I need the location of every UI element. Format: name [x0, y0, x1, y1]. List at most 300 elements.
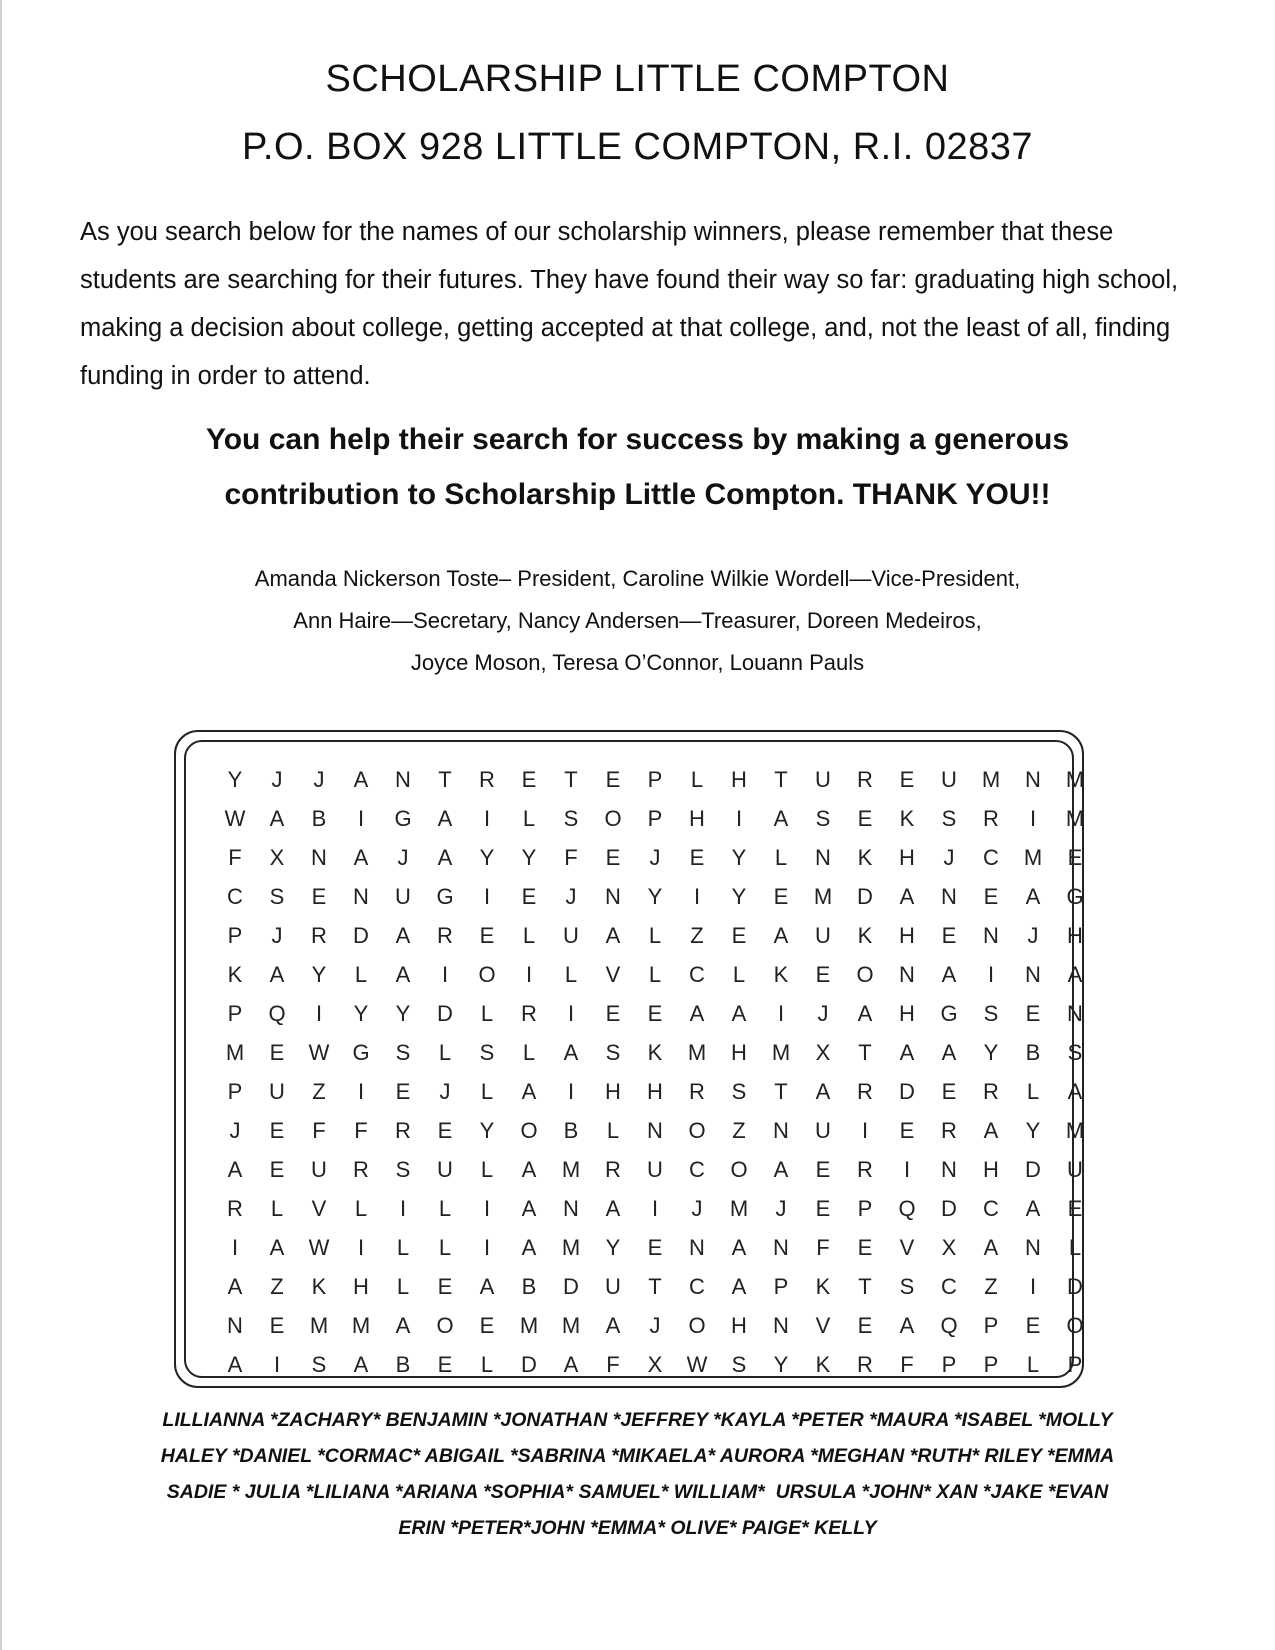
- grid-letter: C: [227, 884, 243, 909]
- grid-letter: M: [225, 1040, 245, 1065]
- grid-letter: P: [941, 1352, 957, 1377]
- grid-letter: V: [815, 1313, 831, 1338]
- grid-letter: J: [775, 1196, 787, 1221]
- grid-letter: A: [227, 1157, 243, 1182]
- grid-letter: C: [689, 1157, 705, 1182]
- grid-letter: N: [311, 845, 327, 870]
- grid-letter: Q: [268, 1001, 286, 1026]
- grid-letter: P: [983, 1313, 999, 1338]
- grid-letter: U: [395, 884, 411, 909]
- grid-letter: R: [521, 1001, 537, 1026]
- grid-letter: T: [858, 1040, 872, 1065]
- grid-letter: A: [605, 1196, 621, 1221]
- grid-letter: L: [1026, 1352, 1040, 1377]
- grid-letter: J: [649, 845, 661, 870]
- grid-letter: N: [941, 1157, 957, 1182]
- grid-letter: Y: [1025, 1118, 1041, 1143]
- grid-letter: L: [1068, 1235, 1082, 1260]
- grid-letter: A: [521, 1235, 537, 1260]
- grid-letter: F: [312, 1118, 326, 1143]
- grid-letter: I: [1029, 806, 1037, 831]
- grid-letter: C: [689, 1274, 705, 1299]
- grid-letter: Y: [605, 1235, 621, 1260]
- grid-letter: S: [941, 806, 957, 831]
- grid-letter: E: [437, 1352, 453, 1377]
- grid-letter: A: [521, 1079, 537, 1104]
- grid-letter: A: [731, 1001, 747, 1026]
- grid-letter: H: [647, 1079, 663, 1104]
- grid-letter: K: [227, 962, 243, 987]
- grid-letter: E: [941, 1079, 957, 1104]
- word-list-line: ERIN *PETER*JOHN *EMMA* OLIVE* PAIGE* KELLY: [398, 1517, 877, 1539]
- grid-letter: U: [815, 767, 831, 792]
- grid-letter: P: [227, 923, 243, 948]
- grid-letter: I: [1029, 1274, 1037, 1299]
- grid-letter: Y: [227, 767, 243, 792]
- grid-letter: E: [815, 1157, 831, 1182]
- grid-letter: H: [353, 1274, 369, 1299]
- grid-letter: G: [352, 1040, 370, 1065]
- grid-letter: S: [731, 1352, 747, 1377]
- grid-letter: B: [395, 1352, 411, 1377]
- grid-letter: N: [815, 845, 831, 870]
- grid-letter: J: [691, 1196, 703, 1221]
- grid-letter: M: [1065, 806, 1085, 831]
- grid-letter: M: [729, 1196, 749, 1221]
- donation-appeal: [90, 412, 1185, 522]
- grid-letter: O: [688, 1313, 706, 1338]
- grid-letter: H: [731, 1040, 747, 1065]
- grid-letter: N: [227, 1313, 243, 1338]
- grid-letter: C: [689, 962, 705, 987]
- grid-letter: H: [605, 1079, 621, 1104]
- mailing-address: P.O. BOX 928 LITTLE COMPTON, R.I. 02837: [241, 126, 1034, 168]
- grid-letter: F: [228, 845, 242, 870]
- grid-letter: A: [899, 1040, 915, 1065]
- grid-letter: S: [605, 1040, 621, 1065]
- grid-letter: D: [521, 1352, 537, 1377]
- grid-letter: A: [899, 1313, 915, 1338]
- grid-letter: S: [1067, 1040, 1083, 1065]
- grid-letter: A: [941, 1040, 957, 1065]
- grid-letter: X: [647, 1352, 663, 1377]
- grid-letter: L: [438, 1040, 452, 1065]
- grid-letter: L: [522, 806, 536, 831]
- grid-letter: I: [315, 1001, 323, 1026]
- grid-letter: E: [269, 1313, 285, 1338]
- grid-letter: A: [521, 1196, 537, 1221]
- grid-letter: L: [774, 845, 788, 870]
- grid-letter: E: [605, 767, 621, 792]
- grid-letter: M: [981, 767, 1001, 792]
- grid-letter: U: [1067, 1157, 1083, 1182]
- grid-letter: Y: [647, 884, 663, 909]
- grid-letter: Z: [312, 1079, 326, 1104]
- grid-letter: N: [647, 1118, 663, 1143]
- grid-letter: F: [900, 1352, 914, 1377]
- grid-letter: I: [483, 884, 491, 909]
- grid-letter: O: [688, 1118, 706, 1143]
- grid-letter: B: [521, 1274, 537, 1299]
- grid-letter: L: [732, 962, 746, 987]
- grid-letter: K: [857, 923, 873, 948]
- grid-letter: O: [730, 1157, 748, 1182]
- grid-letter: P: [857, 1196, 873, 1221]
- grid-letter: H: [689, 806, 705, 831]
- grid-letter: L: [606, 1118, 620, 1143]
- grid-letter: L: [354, 1196, 368, 1221]
- grid-letter: M: [519, 1313, 539, 1338]
- grid-letter: H: [899, 845, 915, 870]
- grid-letter: A: [479, 1274, 495, 1299]
- grid-letter: L: [648, 923, 662, 948]
- grid-letter: Y: [479, 1118, 495, 1143]
- grid-letter: N: [563, 1196, 579, 1221]
- grid-letter: E: [983, 884, 999, 909]
- grid-letter: P: [647, 767, 663, 792]
- grid-letter: D: [437, 1001, 453, 1026]
- grid-letter: V: [899, 1235, 915, 1260]
- grid-letter: D: [563, 1274, 579, 1299]
- grid-letter: E: [269, 1040, 285, 1065]
- grid-letter: U: [815, 1118, 831, 1143]
- grid-letter: J: [397, 845, 409, 870]
- grid-letter: I: [231, 1235, 239, 1260]
- grid-letter: N: [353, 884, 369, 909]
- grid-letter: E: [605, 1001, 621, 1026]
- grid-letter: I: [357, 1235, 365, 1260]
- grid-letter: W: [308, 1040, 330, 1065]
- grid-letter: E: [857, 1313, 873, 1338]
- grid-letter: K: [857, 845, 873, 870]
- grid-letter: S: [563, 806, 579, 831]
- grid-letter: L: [648, 962, 662, 987]
- grid-letter: M: [561, 1157, 581, 1182]
- grid-letter: T: [648, 1274, 662, 1299]
- grid-letter: E: [1067, 1196, 1083, 1221]
- grid-letter: O: [1066, 1313, 1084, 1338]
- grid-letter: M: [813, 884, 833, 909]
- grid-letter: E: [815, 1196, 831, 1221]
- grid-letter: P: [773, 1274, 789, 1299]
- grid-letter: A: [563, 1040, 579, 1065]
- grid-letter: I: [651, 1196, 659, 1221]
- grid-letter: E: [269, 1157, 285, 1182]
- grid-letter: W: [686, 1352, 708, 1377]
- grid-letter: R: [857, 1352, 873, 1377]
- grid-letter: K: [815, 1352, 831, 1377]
- grid-letter: I: [903, 1157, 911, 1182]
- grid-letter: Y: [311, 962, 327, 987]
- grid-letter: I: [483, 806, 491, 831]
- grid-letter: M: [1065, 1118, 1085, 1143]
- grid-letter: R: [479, 767, 495, 792]
- grid-letter: Y: [773, 1352, 789, 1377]
- grid-letter: A: [983, 1235, 999, 1260]
- grid-letter: U: [269, 1079, 285, 1104]
- grid-letter: T: [774, 1079, 788, 1104]
- grid-letter: P: [1067, 1352, 1083, 1377]
- grid-letter: V: [311, 1196, 327, 1221]
- grid-letter: N: [773, 1235, 789, 1260]
- grid-letter: P: [227, 1079, 243, 1104]
- grid-letter: Q: [898, 1196, 916, 1221]
- grid-letter: S: [899, 1274, 915, 1299]
- appeal-line: contribution to Scholarship Little Compton. THANK YOU!!: [224, 478, 1051, 511]
- grid-letter: L: [564, 962, 578, 987]
- grid-letter: I: [399, 1196, 407, 1221]
- grid-letter: K: [899, 806, 915, 831]
- grid-letter: Y: [479, 845, 495, 870]
- grid-letter: E: [941, 923, 957, 948]
- grid-letter: H: [899, 1001, 915, 1026]
- grid-letter: M: [1023, 845, 1043, 870]
- grid-letter: X: [815, 1040, 831, 1065]
- grid-letter: W: [308, 1235, 330, 1260]
- word-search-frame: [174, 730, 1084, 1388]
- grid-letter: A: [941, 962, 957, 987]
- grid-letter: A: [269, 806, 285, 831]
- grid-letter: A: [731, 1274, 747, 1299]
- grid-letter: R: [941, 1118, 957, 1143]
- grid-letter: L: [690, 767, 704, 792]
- grid-letter: H: [731, 1313, 747, 1338]
- grid-letter: N: [899, 962, 915, 987]
- grid-letter: A: [395, 962, 411, 987]
- grid-letter: R: [437, 923, 453, 948]
- grid-letter: C: [983, 845, 999, 870]
- grid-letter: A: [395, 1313, 411, 1338]
- grid-letter: H: [899, 923, 915, 948]
- grid-letter: A: [605, 1313, 621, 1338]
- grid-letter: A: [857, 1001, 873, 1026]
- grid-letter: A: [773, 806, 789, 831]
- grid-letter: L: [354, 962, 368, 987]
- grid-letter: O: [856, 962, 874, 987]
- grid-letter: K: [647, 1040, 663, 1065]
- grid-letter: I: [525, 962, 533, 987]
- grid-letter: F: [606, 1352, 620, 1377]
- grid-letter: O: [436, 1313, 454, 1338]
- grid-letter: G: [1066, 884, 1084, 909]
- grid-letter: R: [227, 1196, 243, 1221]
- grid-letter: N: [773, 1313, 789, 1338]
- grid-letter: R: [689, 1079, 705, 1104]
- grid-letter: N: [941, 884, 957, 909]
- grid-letter: A: [815, 1079, 831, 1104]
- grid-letter: U: [941, 767, 957, 792]
- grid-letter: E: [857, 1235, 873, 1260]
- grid-letter: A: [353, 767, 369, 792]
- grid-letter: R: [857, 1157, 873, 1182]
- grid-letter: Y: [983, 1040, 999, 1065]
- grid-letter: E: [311, 884, 327, 909]
- grid-letter: A: [437, 845, 453, 870]
- grid-letter: E: [857, 806, 873, 831]
- grid-letter: I: [861, 1118, 869, 1143]
- board-line: Joyce Moson, Teresa O’Connor, Louann Pauls: [410, 650, 865, 675]
- grid-letter: L: [522, 1040, 536, 1065]
- grid-letter: E: [731, 923, 747, 948]
- appeal-line: You can help their search for success by making a generous: [205, 423, 1070, 456]
- grid-letter: S: [815, 806, 831, 831]
- grid-letter: O: [478, 962, 496, 987]
- grid-letter: J: [271, 767, 283, 792]
- grid-letter: Z: [270, 1274, 284, 1299]
- grid-letter: L: [522, 923, 536, 948]
- grid-letter: N: [983, 923, 999, 948]
- grid-letter: C: [941, 1274, 957, 1299]
- grid-letter: W: [224, 806, 246, 831]
- grid-letter: M: [687, 1040, 707, 1065]
- grid-letter: Z: [732, 1118, 746, 1143]
- grid-letter: L: [480, 1352, 494, 1377]
- grid-letter: R: [857, 767, 873, 792]
- word-search-grid: [214, 760, 1096, 1384]
- grid-letter: U: [605, 1274, 621, 1299]
- grid-letter: A: [437, 806, 453, 831]
- grid-letter: K: [311, 1274, 327, 1299]
- grid-letter: A: [353, 845, 369, 870]
- grid-letter: E: [1067, 845, 1083, 870]
- word-list-line: HALEY *DANIEL *CORMAC* ABIGAIL *SABRINA *MIKAELA* AURORA *MEGHAN *RUTH* RILEY *EMMA: [160, 1445, 1115, 1467]
- grid-letter: E: [1025, 1001, 1041, 1026]
- grid-letter: L: [480, 1079, 494, 1104]
- grid-letter: E: [437, 1118, 453, 1143]
- grid-letter: F: [354, 1118, 368, 1143]
- grid-letter: G: [940, 1001, 958, 1026]
- grid-letter: D: [1025, 1157, 1041, 1182]
- grid-letter: E: [899, 767, 915, 792]
- grid-letter: H: [731, 767, 747, 792]
- grid-letter: M: [309, 1313, 329, 1338]
- grid-letter: I: [567, 1001, 575, 1026]
- grid-letter: N: [395, 767, 411, 792]
- grid-letter: S: [395, 1040, 411, 1065]
- grid-letter: N: [1025, 1235, 1041, 1260]
- grid-letter: I: [693, 884, 701, 909]
- grid-letter: A: [773, 923, 789, 948]
- grid-letter: X: [941, 1235, 957, 1260]
- grid-letter: L: [480, 1001, 494, 1026]
- grid-letter: S: [269, 884, 285, 909]
- grid-letter: J: [1027, 923, 1039, 948]
- grid-letter: D: [941, 1196, 957, 1221]
- grid-letter: U: [647, 1157, 663, 1182]
- grid-letter: A: [605, 923, 621, 948]
- grid-letter: A: [731, 1235, 747, 1260]
- board-line: Amanda Nickerson Toste– President, Caroline Wilkie Wordell—Vice-President,: [254, 566, 1021, 591]
- grid-letter: D: [353, 923, 369, 948]
- grid-letter: O: [604, 806, 622, 831]
- grid-letter: J: [229, 1118, 241, 1143]
- grid-letter: Y: [731, 884, 747, 909]
- grid-letter: E: [647, 1001, 663, 1026]
- grid-letter: N: [1025, 767, 1041, 792]
- grid-letter: I: [483, 1196, 491, 1221]
- grid-letter: E: [437, 1274, 453, 1299]
- intro-paragraph: As you search below for the names of our scholarship winners, please remember that these students are searching for their futures. They have found their way so far: graduating high school, making a decision about college, getting accepted at that college, and, not the least of all, finding funding in order to attend.: [80, 218, 1179, 390]
- page-edge: [0, 0, 2, 1650]
- grid-letter: A: [1067, 962, 1083, 987]
- grid-letter: I: [777, 1001, 785, 1026]
- grid-letter: J: [649, 1313, 661, 1338]
- grid-letter: B: [311, 806, 327, 831]
- grid-letter: T: [438, 767, 452, 792]
- grid-letter: E: [689, 845, 705, 870]
- grid-letter: E: [647, 1235, 663, 1260]
- grid-letter: A: [521, 1157, 537, 1182]
- grid-letter: L: [396, 1274, 410, 1299]
- grid-letter: Q: [940, 1313, 958, 1338]
- grid-letter: M: [351, 1313, 371, 1338]
- grid-letter: D: [899, 1079, 915, 1104]
- grid-letter: I: [357, 1079, 365, 1104]
- grid-letter: E: [605, 845, 621, 870]
- grid-letter: I: [483, 1235, 491, 1260]
- grid-letter: J: [439, 1079, 451, 1104]
- grid-letter: E: [395, 1079, 411, 1104]
- grid-letter: E: [1025, 1313, 1041, 1338]
- grid-letter: R: [311, 923, 327, 948]
- grid-letter: A: [899, 884, 915, 909]
- grid-letter: C: [983, 1196, 999, 1221]
- grid-letter: Y: [731, 845, 747, 870]
- grid-letter: A: [773, 1157, 789, 1182]
- grid-letter: L: [1026, 1079, 1040, 1104]
- grid-letter: Y: [395, 1001, 411, 1026]
- grid-letter: U: [311, 1157, 327, 1182]
- grid-letter: A: [1067, 1079, 1083, 1104]
- grid-letter: A: [1025, 884, 1041, 909]
- grid-letter: E: [269, 1118, 285, 1143]
- grid-letter: L: [480, 1157, 494, 1182]
- grid-letter: M: [1065, 767, 1085, 792]
- grid-letter: S: [731, 1079, 747, 1104]
- grid-letter: L: [270, 1196, 284, 1221]
- board-members: [150, 558, 1125, 684]
- grid-letter: S: [479, 1040, 495, 1065]
- grid-letter: H: [1067, 923, 1083, 948]
- grid-letter: O: [520, 1118, 538, 1143]
- word-list: [80, 1402, 1195, 1546]
- grid-letter: S: [395, 1157, 411, 1182]
- grid-letter: N: [1067, 1001, 1083, 1026]
- grid-letter: L: [438, 1196, 452, 1221]
- grid-letter: I: [567, 1079, 575, 1104]
- grid-letter: H: [983, 1157, 999, 1182]
- grid-letter: A: [269, 1235, 285, 1260]
- grid-letter: A: [353, 1352, 369, 1377]
- grid-letter: E: [479, 1313, 495, 1338]
- grid-letter: T: [858, 1274, 872, 1299]
- grid-letter: D: [857, 884, 873, 909]
- grid-letter: B: [563, 1118, 579, 1143]
- grid-letter: P: [227, 1001, 243, 1026]
- grid-letter: G: [436, 884, 454, 909]
- grid-letter: N: [773, 1118, 789, 1143]
- grid-letter: B: [1025, 1040, 1041, 1065]
- grid-letter: A: [227, 1352, 243, 1377]
- word-list-line: SADIE * JULIA *LILIANA *ARIANA *SOPHIA* SAMUEL* WILLIAM* URSULA *JOHN* XAN *JAKE *EVAN: [166, 1481, 1109, 1503]
- grid-letter: A: [395, 923, 411, 948]
- grid-letter: J: [943, 845, 955, 870]
- grid-letter: N: [689, 1235, 705, 1260]
- grid-letter: E: [773, 884, 789, 909]
- grid-letter: K: [815, 1274, 831, 1299]
- grid-letter: M: [771, 1040, 791, 1065]
- grid-letter: R: [983, 1079, 999, 1104]
